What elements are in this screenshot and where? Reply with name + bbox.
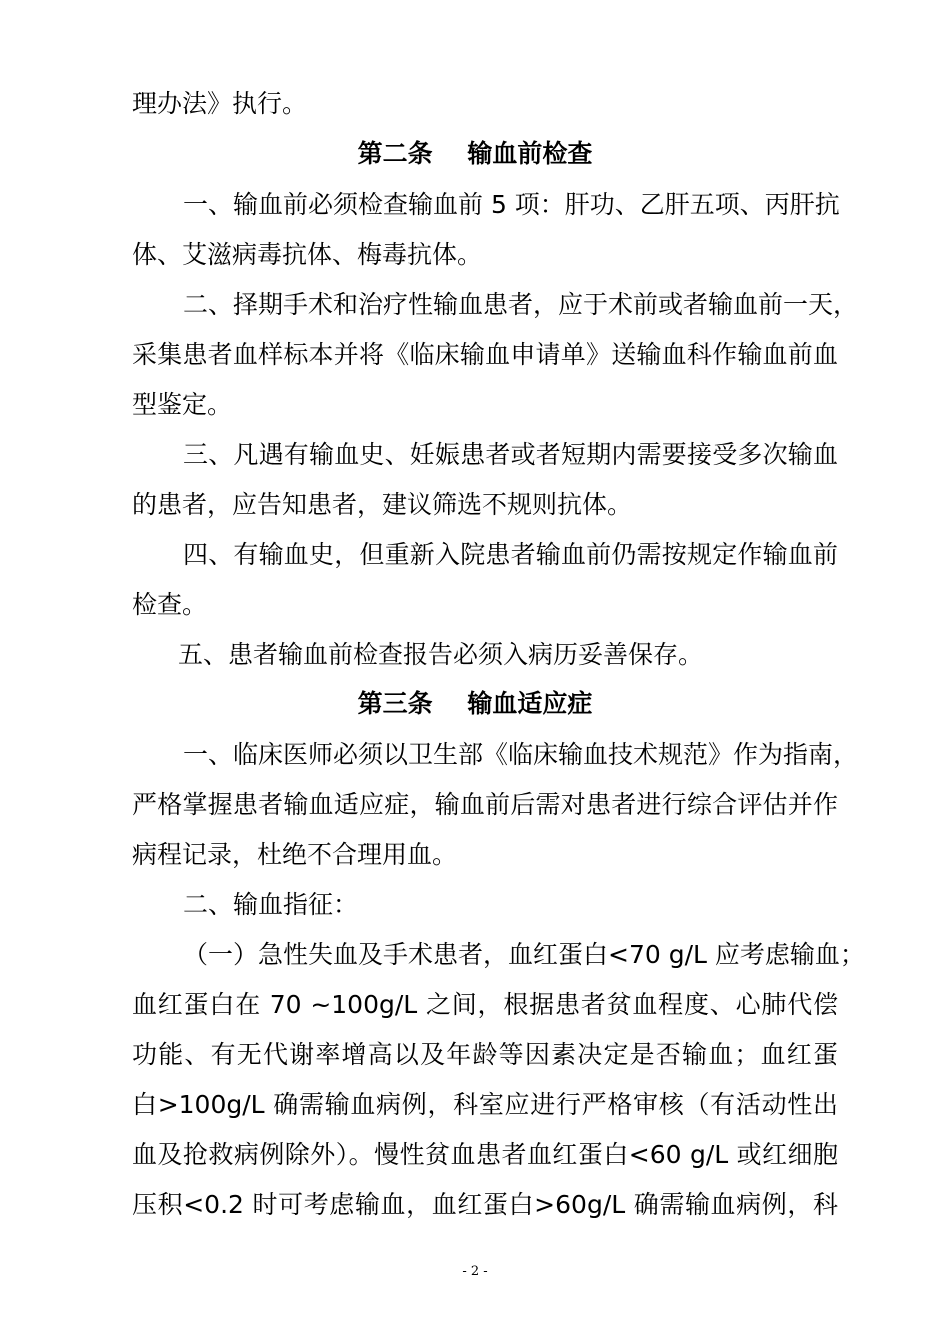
paragraph-line: 白>100g/L 确需输血病例，科室应进行严格审核（有活动性出: [132, 1090, 838, 1119]
paragraph-line: 五、患者输血前检查报告必须入病历妥善保存。: [178, 640, 704, 669]
paragraph-line: 检查。: [132, 590, 208, 619]
paragraph-line: 血红蛋白在 70 ~100g/L 之间，根据患者贫血程度、心肺代偿: [132, 990, 838, 1019]
paragraph-line: 四、有输血史，但重新入院患者输血前仍需按规定作输血前: [183, 540, 838, 569]
paragraph-line: 血及抢救病例除外）。慢性贫血患者血红蛋白<60 g/L 或红细胞: [132, 1140, 838, 1169]
paragraph-line: 病程记录，杜绝不合理用血。: [132, 840, 458, 869]
paragraph-line: 压积<0.2 时可考虑输血，血红蛋白>60g/L 确需输血病例，科: [132, 1190, 838, 1219]
section-heading-2: 第二条 输血前检查: [357, 139, 593, 168]
paragraph-line: 功能、有无代谢率增高以及年龄等因素决定是否输血；血红蛋: [132, 1040, 838, 1069]
paragraph-line: 一、临床医师必须以卫生部《临床输血技术规范》作为指南，: [183, 740, 859, 769]
paragraph-line: 采集患者血样标本并将《临床输血申请单》送输血科作输血前血: [132, 340, 838, 369]
paragraph-line: 型鉴定。: [132, 390, 233, 419]
paragraph-line: 二、输血指征：: [183, 890, 359, 919]
paragraph-line: 二、择期手术和治疗性输血患者，应于术前或者输血前一天，: [183, 290, 859, 319]
paragraph-line: （一）急性失血及手术患者，血红蛋白<70 g/L 应考虑输血；: [183, 940, 865, 969]
page-number: - 2 -: [462, 1264, 488, 1279]
section-heading-3: 第三条 输血适应症: [357, 689, 593, 718]
paragraph-line: 体、艾滋病毒抗体、梅毒抗体。: [132, 240, 483, 269]
paragraph-line: 三、凡遇有输血史、妊娠患者或者短期内需要接受多次输血: [183, 440, 838, 469]
paragraph-line: 的患者，应告知患者，建议筛选不规则抗体。: [132, 490, 633, 519]
paragraph-line: 一、输血前必须检查输血前 5 项：肝功、乙肝五项、丙肝抗: [183, 190, 840, 219]
paragraph-line: 理办法》执行。: [132, 89, 308, 118]
paragraph-line: 严格掌握患者输血适应症，输血前后需对患者进行综合评估并作: [132, 790, 838, 819]
